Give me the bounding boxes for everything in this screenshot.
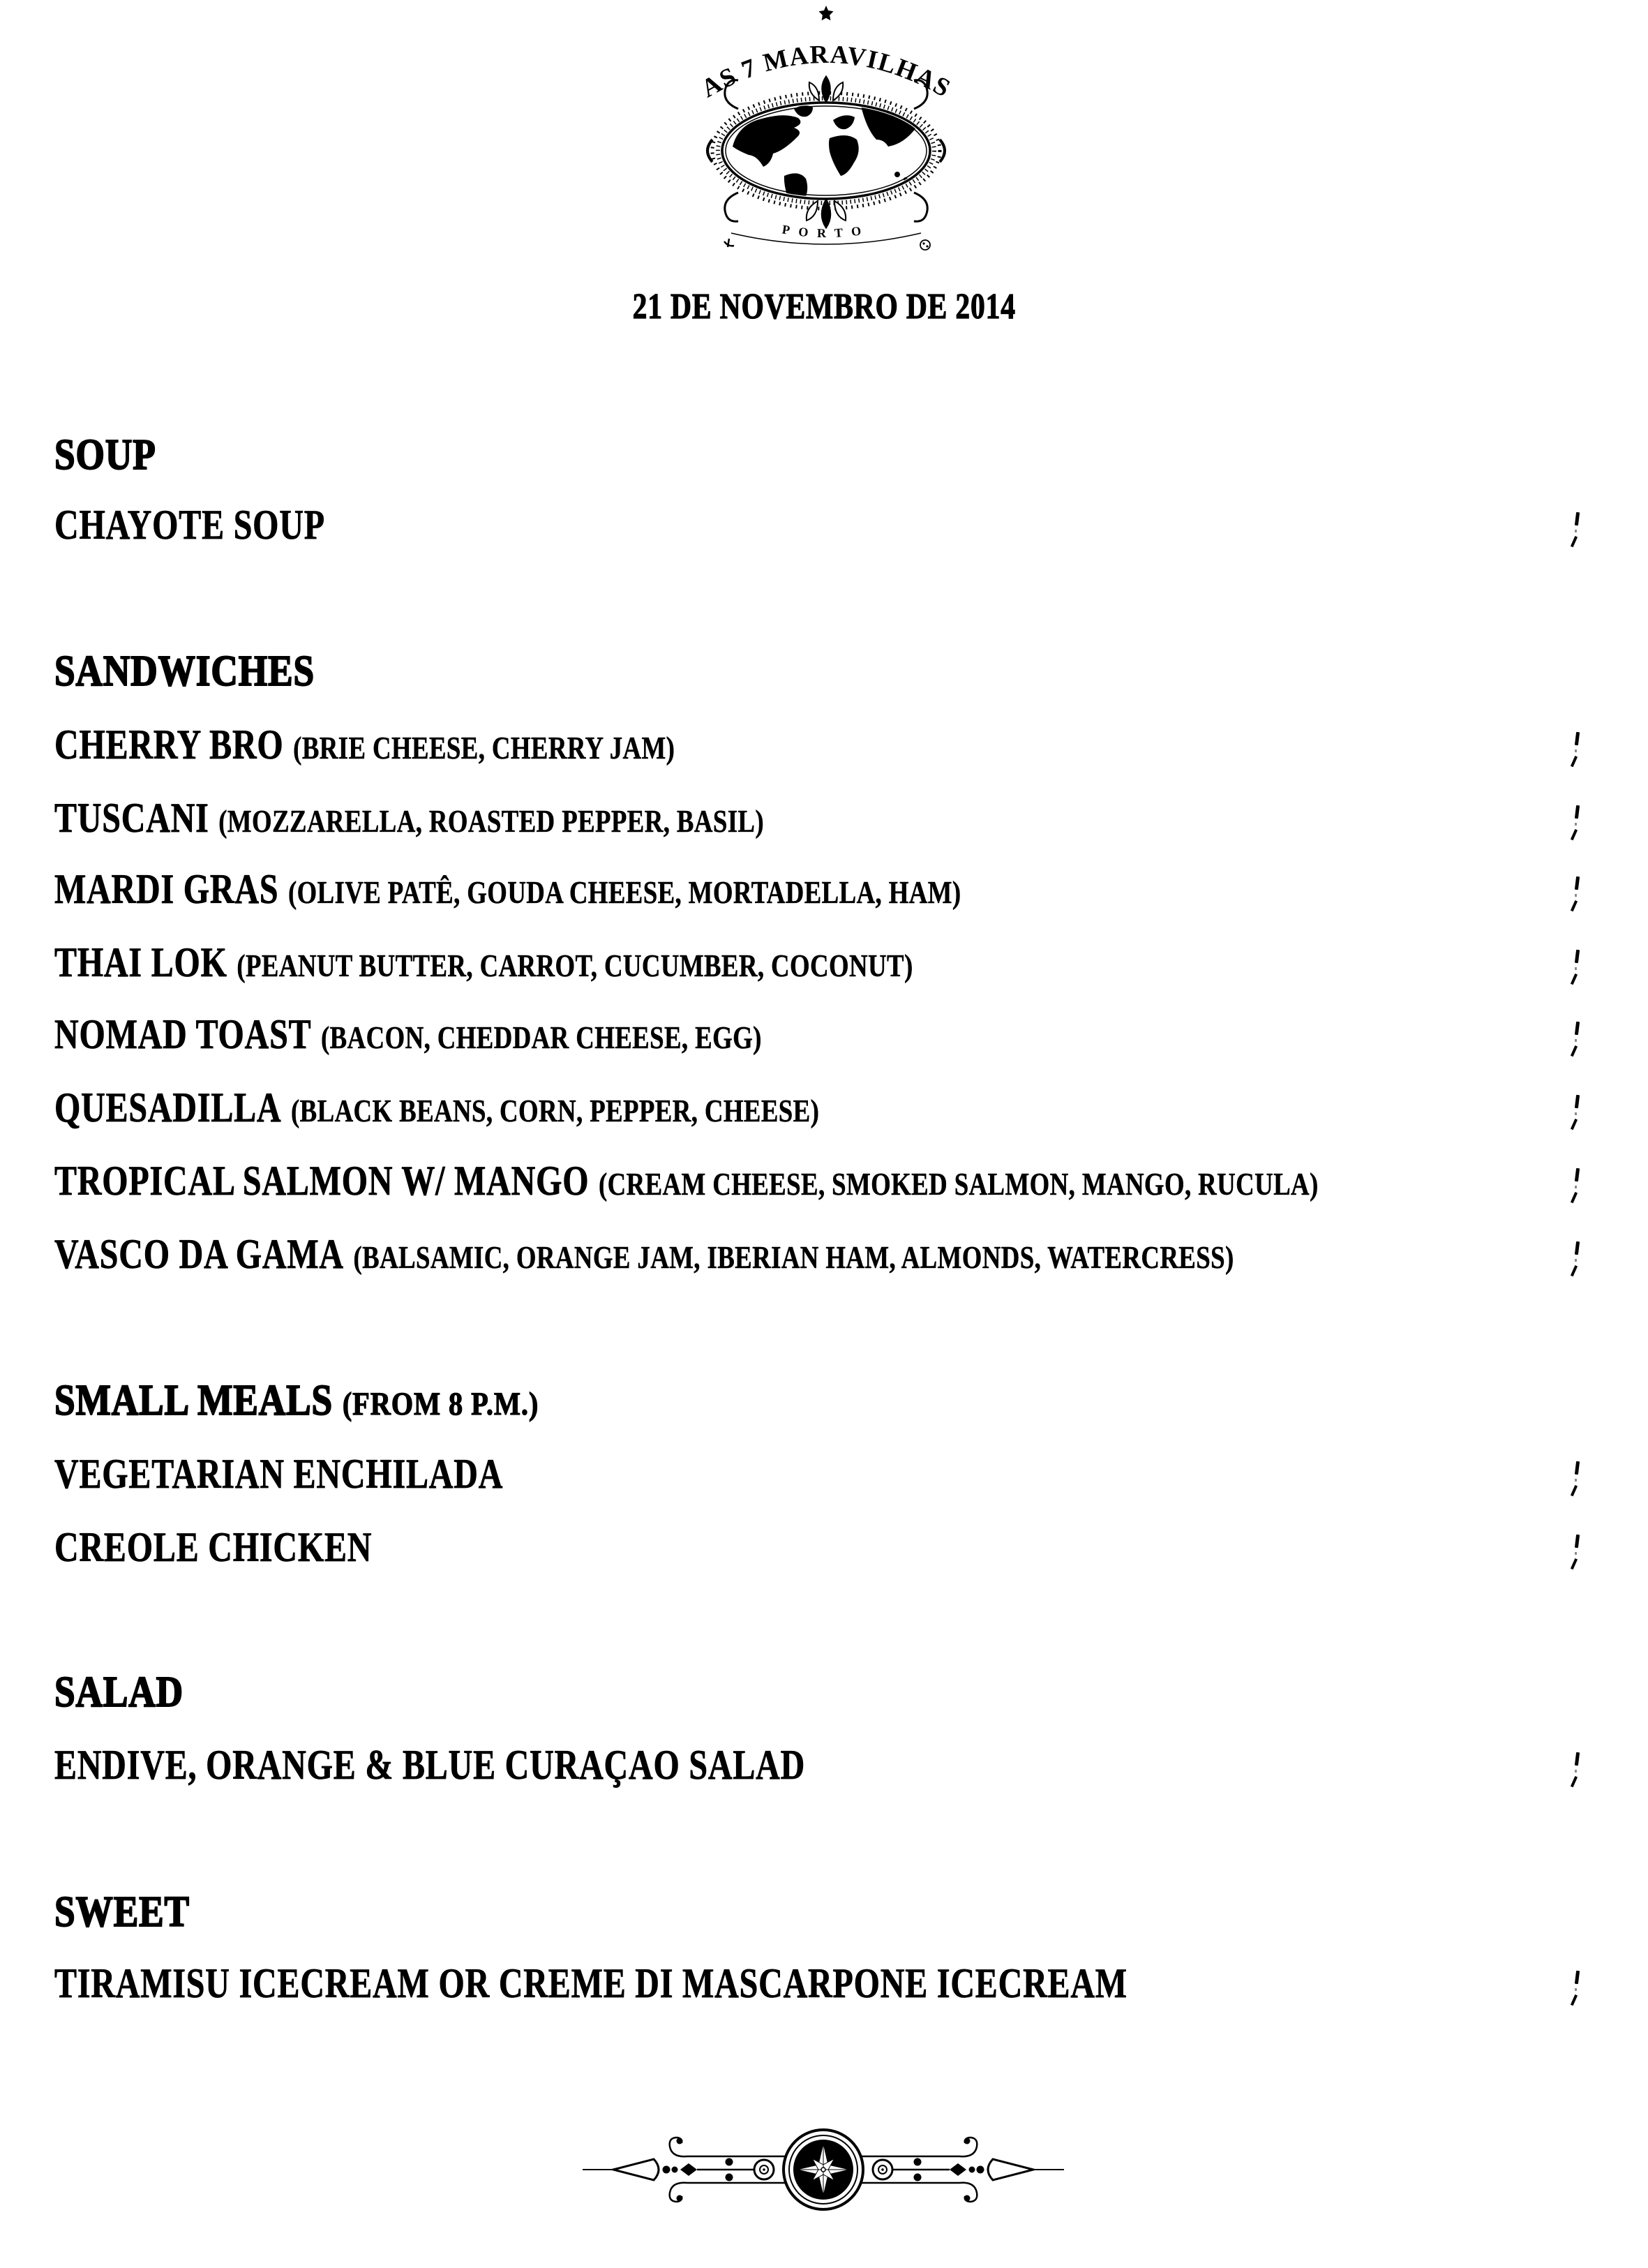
price-cutoff-mark xyxy=(1573,511,1581,554)
menu-item-description: (CREAM CHEESE, SMOKED SALMON, MANGO, RUCULA) xyxy=(598,1166,1319,1202)
section-header xyxy=(54,431,1648,480)
price-cutoff-mark xyxy=(1573,1460,1581,1503)
menu-item-description: (BALSAMIC, ORANGE JAM, IBERIAN HAM, ALMONDS, WATERCRESS) xyxy=(353,1239,1234,1275)
section-title: SOUP xyxy=(54,431,156,479)
menu-item-description: (PEANUT BUTTER, CARROT, CUCUMBER, COCONUT) xyxy=(237,948,913,983)
logo-subtitle: PORTO xyxy=(781,222,871,241)
menu-item xyxy=(54,1157,1648,1205)
menu-item-name: TUSCANI xyxy=(54,795,209,841)
menu-item xyxy=(54,865,1648,913)
menu-item xyxy=(54,1960,1648,2008)
menu-item-name: ENDIVE, ORANGE & BLUE CURAÇAO SALAD xyxy=(54,1742,806,1788)
menu-item xyxy=(54,1230,1648,1278)
star-icon xyxy=(819,6,834,20)
menu-item-name: QUESADILLA xyxy=(54,1084,282,1131)
menu-date: 21 DE NOVEMBRO DE 2014 xyxy=(632,287,1016,327)
menu-item-description: (BLACK BEANS, CORN, PEPPER, CHEESE) xyxy=(291,1093,820,1128)
logo-banner xyxy=(724,222,930,250)
section-title-suffix: (FROM 8 P.M.) xyxy=(342,1386,539,1422)
menu-item-name: CREOLE CHICKEN xyxy=(54,1524,373,1570)
menu-item xyxy=(54,1523,1648,1572)
menu-item-description: (OLIVE PATÊ, GOUDA CHEESE, MORTADELLA, HAM) xyxy=(287,874,961,910)
compass-divider xyxy=(581,2126,1065,2218)
logo-title: AS 7 MARAVILHAS xyxy=(696,40,956,104)
price-cutoff-mark xyxy=(1573,1533,1581,1576)
section-title: SALAD xyxy=(54,1669,184,1716)
menu-item-name: MARDI GRAS xyxy=(54,866,279,912)
menu-item-name: CHERRY BRO xyxy=(54,722,284,768)
menu-item-name: CHAYOTE SOUP xyxy=(54,502,325,548)
price-cutoff-mark xyxy=(1573,1020,1581,1064)
section-header xyxy=(54,647,1648,696)
price-cutoff-mark xyxy=(1573,1751,1581,1794)
price-cutoff-mark xyxy=(1573,1167,1581,1210)
menu-item-name: TIRAMISU ICECREAM OR CREME DI MASCARPONE ICECREAM xyxy=(54,1960,1128,2006)
section-header xyxy=(54,1376,1648,1426)
menu-item xyxy=(54,1010,1648,1059)
section-header xyxy=(54,1668,1648,1717)
menu-item-name: VASCO DA GAMA xyxy=(54,1231,344,1277)
menu-item xyxy=(54,501,1648,549)
ball-icon xyxy=(920,240,930,250)
menu-item-name: THAI LOK xyxy=(54,939,227,985)
menu-item-description: (BACON, CHEDDAR CHEESE, EGG) xyxy=(321,1020,762,1055)
section-title: SMALL MEALS xyxy=(54,1377,334,1424)
price-cutoff-mark xyxy=(1573,948,1581,992)
price-cutoff-mark xyxy=(1573,1240,1581,1283)
menu-item xyxy=(54,794,1648,842)
price-cutoff-mark xyxy=(1573,804,1581,847)
menu-item-name: TROPICAL SALMON W/ MANGO xyxy=(54,1158,590,1204)
menu-item xyxy=(54,1741,1648,1789)
menu-item-description: (BRIE CHEESE, CHERRY JAM) xyxy=(293,730,675,766)
section-header xyxy=(54,1888,1648,1937)
anchor-icon xyxy=(724,239,734,247)
menu-item xyxy=(54,721,1648,769)
price-cutoff-mark xyxy=(1573,1094,1581,1137)
compass-rose-icon xyxy=(784,2130,863,2209)
menu-item xyxy=(54,939,1648,987)
price-cutoff-mark xyxy=(1573,731,1581,774)
menu-item-description: (MOZZARELLA, ROASTED PEPPER, BASIL) xyxy=(218,803,765,839)
menu-item-name: VEGETARIAN ENCHILADA xyxy=(54,1451,504,1497)
menu-item xyxy=(54,1084,1648,1132)
price-cutoff-mark xyxy=(1573,1969,1581,2013)
section-title: SANDWICHES xyxy=(54,648,315,695)
menu-item xyxy=(54,1450,1648,1498)
menu-item-name: NOMAD TOAST xyxy=(54,1011,312,1057)
section-title: SWEET xyxy=(54,1888,190,1936)
price-cutoff-mark xyxy=(1573,875,1581,918)
restaurant-logo xyxy=(689,3,963,282)
